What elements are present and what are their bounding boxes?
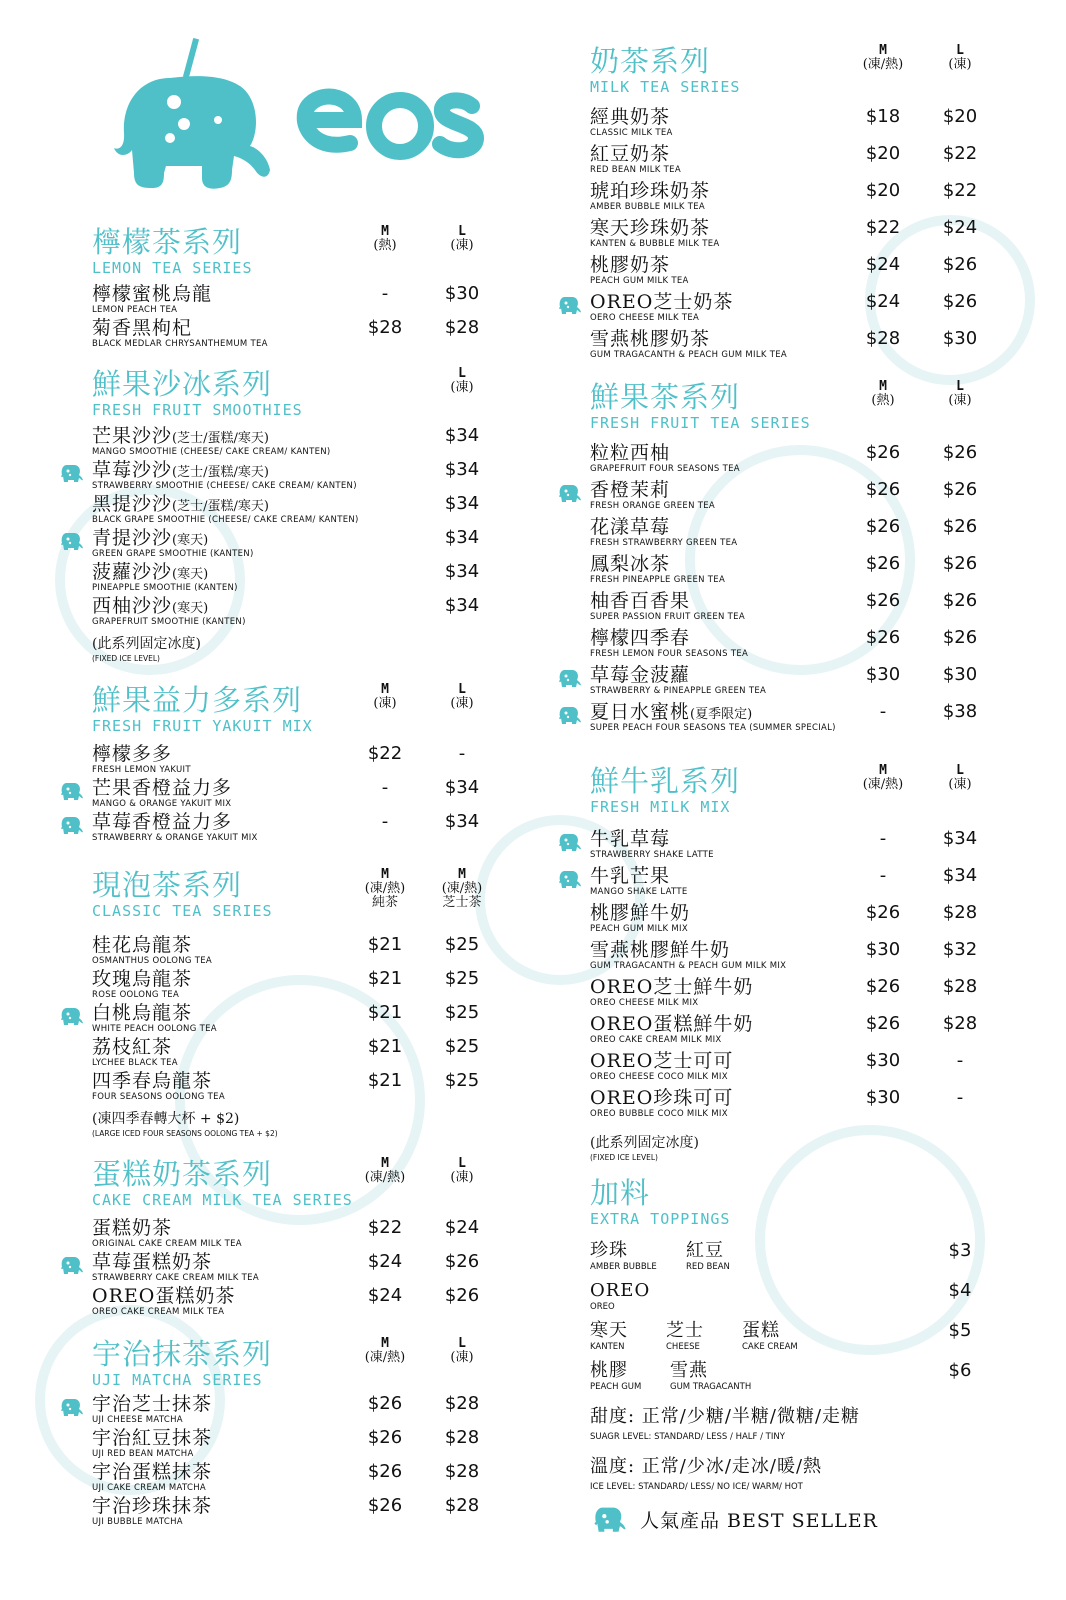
menu-item: 寒天珍珠奶茶 KANTEN & BUBBLE MILK TEA $22 $24 bbox=[590, 217, 1010, 251]
section-subtitle: FRESH FRUIT TEA SERIES bbox=[590, 414, 811, 432]
section-title: 加料 bbox=[590, 1176, 651, 1210]
best-seller-icon bbox=[558, 293, 582, 317]
price-l: $26 bbox=[444, 1251, 480, 1272]
price-l: - bbox=[956, 1050, 964, 1071]
price-l: $26 bbox=[942, 291, 978, 312]
price-m: $24 bbox=[367, 1285, 403, 1306]
price-m: $26 bbox=[865, 479, 901, 500]
menu-item: 經典奶茶 CLASSIC MILK TEA $18 $20 bbox=[590, 106, 1010, 140]
price-m: $22 bbox=[367, 743, 403, 764]
price-m: $21 bbox=[367, 934, 403, 955]
price-m: $20 bbox=[865, 180, 901, 201]
size-header-l: L (凍) bbox=[450, 366, 474, 395]
topping-price: $6 bbox=[948, 1360, 972, 1381]
best-seller-icon bbox=[558, 666, 582, 690]
best-seller-icon bbox=[60, 1395, 84, 1419]
menu-item: 宇治紅豆抹茶 UJI RED BEAN MATCHA $26 $28 bbox=[92, 1427, 512, 1461]
menu-item: 桃膠奶茶 PEACH GUM MILK TEA $24 $26 bbox=[590, 254, 1010, 288]
price-l: $28 bbox=[444, 1427, 480, 1448]
menu-item: 牛乳芒果 MANGO SHAKE LATTE - $34 bbox=[590, 865, 1010, 899]
price-m: $20 bbox=[865, 143, 901, 164]
menu-item: 草莓沙沙(芝士/蛋糕/寒天) STRAWBERRY SMOOTHIE (CHEESE/ CAKE CREAM/ KANTEN) $34 bbox=[92, 459, 512, 493]
price-l: $26 bbox=[942, 553, 978, 574]
topping-price: $5 bbox=[948, 1320, 972, 1341]
section-title: 檸檬茶系列 bbox=[92, 225, 243, 259]
price-m: $26 bbox=[865, 516, 901, 537]
section-title: 蛋糕奶茶系列 bbox=[92, 1157, 273, 1191]
price-m: - bbox=[879, 828, 887, 849]
section-classic-tea bbox=[92, 867, 512, 1138]
menu-item: 花漾草莓 FRESH STRAWBERRY GREEN TEA $26 $26 bbox=[590, 516, 1010, 550]
section-title: 鮮牛乳系列 bbox=[590, 764, 741, 798]
menu-item: 檸檬四季春 FRESH LEMON FOUR SEASONS TEA $26 $26 bbox=[590, 627, 1010, 661]
price-l: $26 bbox=[942, 254, 978, 275]
best-seller-legend bbox=[592, 1500, 892, 1540]
price-m: $30 bbox=[865, 664, 901, 685]
price-l: $38 bbox=[942, 701, 978, 722]
menu-item: 四季春烏龍茶 FOUR SEASONS OOLONG TEA $21 $25 bbox=[92, 1070, 512, 1104]
section-cake-cream bbox=[92, 1156, 512, 1317]
price-l: $25 bbox=[444, 1036, 480, 1057]
price-m: $18 bbox=[865, 106, 901, 127]
menu-item: OREO芝士奶茶 OERO CHEESE MILK TEA $24 $26 bbox=[590, 291, 1010, 325]
size-header-l: L (凍) bbox=[948, 43, 972, 72]
menu-item: 香橙茉莉 FRESH ORANGE GREEN TEA $26 $26 bbox=[590, 479, 1010, 513]
best-seller-label: 人氣產品 BEST SELLER bbox=[640, 1510, 878, 1532]
section-yakult bbox=[92, 682, 512, 843]
price-m: $24 bbox=[865, 291, 901, 312]
best-seller-icon bbox=[60, 1253, 84, 1277]
section-subtitle: LEMON TEA SERIES bbox=[92, 259, 253, 277]
price-l: $28 bbox=[444, 1393, 480, 1414]
section-uji-matcha bbox=[92, 1336, 512, 1527]
menu-item: 芒果香橙益力多 MANGO & ORANGE YAKUIT MIX - $34 bbox=[92, 777, 512, 811]
price-l: $34 bbox=[444, 811, 480, 832]
menu-item: 檸檬蜜桃烏龍 LEMON PEACH TEA - $30 bbox=[92, 283, 512, 317]
section-subtitle: FRESH FRUIT SMOOTHIES bbox=[92, 401, 303, 419]
price-m: $21 bbox=[367, 1002, 403, 1023]
menu-item: 宇治芝士抹茶 UJI CHEESE MATCHA $26 $28 bbox=[92, 1393, 512, 1427]
menu-item: 夏日水蜜桃(夏季限定) SUPER PEACH FOUR SEASONS TEA (SUMMER SPECIAL) - $38 bbox=[590, 701, 1010, 735]
best-seller-icon bbox=[60, 1004, 84, 1028]
price-l: $28 bbox=[942, 902, 978, 923]
size-header-m: M (凍) bbox=[373, 682, 397, 711]
menu-item: 黑提沙沙(芝士/蛋糕/寒天) BLACK GRAPE SMOOTHIE (CHEESE/ CAKE CREAM/ KANTEN) $34 bbox=[92, 493, 512, 527]
price-l: $34 bbox=[444, 493, 480, 514]
price-l: $24 bbox=[942, 217, 978, 238]
price-m: $21 bbox=[367, 968, 403, 989]
price-l: $20 bbox=[942, 106, 978, 127]
best-seller-icon bbox=[60, 813, 84, 837]
price-m: $26 bbox=[367, 1393, 403, 1414]
brand-logo bbox=[110, 38, 490, 198]
price-l: - bbox=[956, 1087, 964, 1108]
price-m: $26 bbox=[367, 1495, 403, 1516]
price-l: $25 bbox=[444, 934, 480, 955]
menu-item: 白桃烏龍茶 WHITE PEACH OOLONG TEA $21 $25 bbox=[92, 1002, 512, 1036]
best-seller-icon bbox=[60, 779, 84, 803]
menu-item: 草莓香橙益力多 STRAWBERRY & ORANGE YAKUIT MIX - $34 bbox=[92, 811, 512, 845]
price-m: $30 bbox=[865, 939, 901, 960]
size-header-m: M (熱) bbox=[373, 224, 397, 253]
price-l: $28 bbox=[942, 976, 978, 997]
price-l: $22 bbox=[942, 143, 978, 164]
topping-row: 桃膠 PEACH GUM 雪燕 GUM TRAGACANTH $6 bbox=[590, 1360, 1010, 1394]
topping-row: 珍珠 AMBER BUBBLE 紅豆 RED BEAN $3 bbox=[590, 1240, 1010, 1274]
section-subtitle: CLASSIC TEA SERIES bbox=[92, 902, 273, 920]
section-title: 現泡茶系列 bbox=[92, 868, 243, 902]
price-l: $30 bbox=[444, 283, 480, 304]
best-seller-icon bbox=[60, 461, 84, 485]
section-title: 鮮果沙冰系列 bbox=[92, 367, 273, 401]
price-l: $34 bbox=[444, 459, 480, 480]
menu-item: OREO芝士鮮牛奶 OREO CHEESE MILK MIX $26 $28 bbox=[590, 976, 1010, 1010]
price-l: $34 bbox=[444, 777, 480, 798]
section-lemon-tea bbox=[92, 224, 512, 349]
menu-item: 青提沙沙(寒天) GREEN GRAPE SMOOTHIE (KANTEN) $34 bbox=[92, 527, 512, 561]
size-header-m: M (凍/熱) bbox=[862, 763, 904, 792]
size-header-l: L (凍) bbox=[450, 1336, 474, 1365]
price-m: $26 bbox=[865, 553, 901, 574]
price-m: $28 bbox=[367, 317, 403, 338]
best-seller-icon bbox=[558, 830, 582, 854]
size-header-l: L (凍) bbox=[948, 379, 972, 408]
price-l: $28 bbox=[444, 317, 480, 338]
price-l: $22 bbox=[942, 180, 978, 201]
price-l: $28 bbox=[444, 1461, 480, 1482]
price-l: $26 bbox=[942, 479, 978, 500]
price-m: $30 bbox=[865, 1087, 901, 1108]
size-header-l: L (凍) bbox=[450, 224, 474, 253]
size-header-m: M (凍/熱) bbox=[862, 43, 904, 72]
price-m: - bbox=[381, 811, 389, 832]
price-m: $21 bbox=[367, 1036, 403, 1057]
price-m: - bbox=[879, 701, 887, 722]
section-note: (凍四季春轉大杯 + $2) (LARGE ICED FOUR SEASONS OOLONG TEA + $2) bbox=[92, 1111, 278, 1138]
menu-item: 西柚沙沙(寒天) GRAPEFRUIT SMOOTHIE (KANTEN) $34 bbox=[92, 595, 512, 629]
price-l: $34 bbox=[942, 828, 978, 849]
price-m: $22 bbox=[865, 217, 901, 238]
size-header-m: M (凍/熱) bbox=[364, 1156, 406, 1185]
menu-item: 紅豆奶茶 RED BEAN MILK TEA $20 $22 bbox=[590, 143, 1010, 177]
section-toppings bbox=[590, 1176, 1010, 1492]
sugar-level: 甜度: 正常/少糖/半糖/微糖/走糖 SUAGR LEVEL: STANDARD/ LESS / HALF / TINY bbox=[590, 1406, 861, 1442]
price-l: $30 bbox=[942, 664, 978, 685]
section-milk-tea bbox=[590, 43, 1010, 360]
section-smoothies bbox=[92, 366, 512, 663]
best-seller-icon bbox=[60, 529, 84, 553]
price-l: - bbox=[458, 743, 466, 764]
price-m: $26 bbox=[865, 1013, 901, 1034]
section-title: 鮮果茶系列 bbox=[590, 380, 741, 414]
menu-item: 玫瑰烏龍茶 ROSE OOLONG TEA $21 $25 bbox=[92, 968, 512, 1002]
section-title: 鮮果益力多系列 bbox=[92, 683, 303, 717]
size-header-l: L (凍) bbox=[948, 763, 972, 792]
topping-price: $3 bbox=[948, 1240, 972, 1261]
section-fresh-milk bbox=[590, 763, 1010, 1162]
menu-item: 草莓蛋糕奶茶 STRAWBERRY CAKE CREAM MILK TEA $24 $26 bbox=[92, 1251, 512, 1285]
topping-price: $4 bbox=[948, 1280, 972, 1301]
menu-item: OREO珍珠可可 OREO BUBBLE COCO MILK MIX $30 - bbox=[590, 1087, 1010, 1121]
price-l: $34 bbox=[444, 595, 480, 616]
price-m: - bbox=[381, 283, 389, 304]
topping-row: 寒天 KANTEN 芝士 CHEESE 蛋糕 CAKE CREAM $5 bbox=[590, 1320, 1010, 1354]
price-m: $26 bbox=[865, 590, 901, 611]
price-l: $26 bbox=[942, 590, 978, 611]
menu-item: 粒粒西柚 GRAPEFRUIT FOUR SEASONS TEA $26 $26 bbox=[590, 442, 1010, 476]
section-fruit-tea bbox=[590, 379, 1010, 733]
menu-item: 雪燕桃膠奶茶 GUM TRAGACANTH & PEACH GUM MILK TEA $28 $30 bbox=[590, 328, 1010, 362]
price-l: $25 bbox=[444, 1002, 480, 1023]
price-m: $26 bbox=[367, 1461, 403, 1482]
price-m: - bbox=[879, 865, 887, 886]
section-subtitle: FRESH FRUIT YAKUIT MIX bbox=[92, 717, 313, 735]
best-seller-icon bbox=[558, 703, 582, 727]
price-l: $34 bbox=[444, 527, 480, 548]
best-seller-icon bbox=[558, 481, 582, 505]
price-m: $28 bbox=[865, 328, 901, 349]
section-title: 奶茶系列 bbox=[590, 44, 711, 78]
price-l: $34 bbox=[444, 561, 480, 582]
menu-item: 草莓金菠蘿 STRAWBERRY & PINEAPPLE GREEN TEA $30 $30 bbox=[590, 664, 1010, 698]
section-subtitle: CAKE CREAM MILK TEA SERIES bbox=[92, 1191, 353, 1209]
size-header-l: L (凍) bbox=[450, 1156, 474, 1185]
price-l: $30 bbox=[942, 328, 978, 349]
price-l: $28 bbox=[942, 1013, 978, 1034]
price-m: $24 bbox=[865, 254, 901, 275]
ice-level: 溫度: 正常/少冰/走冰/暖/熱 ICE LEVEL: STANDARD/ LESS/ NO ICE/ WARM/ HOT bbox=[590, 1456, 823, 1492]
price-m: - bbox=[381, 777, 389, 798]
price-l: $26 bbox=[942, 627, 978, 648]
menu-item: 柚香百香果 SUPER PASSION FRUIT GREEN TEA $26 $26 bbox=[590, 590, 1010, 624]
section-subtitle: MILK TEA SERIES bbox=[590, 78, 741, 96]
price-m: $21 bbox=[367, 1070, 403, 1091]
size-header-m-cheese: M (凍/熱) 芝士茶 bbox=[441, 867, 483, 910]
menu-item: 菠蘿沙沙(寒天) PINEAPPLE SMOOTHIE (KANTEN) $34 bbox=[92, 561, 512, 595]
price-l: $25 bbox=[444, 1070, 480, 1091]
price-m: $30 bbox=[865, 1050, 901, 1071]
menu-item: 琥珀珍珠奶茶 AMBER BUBBLE MILK TEA $20 $22 bbox=[590, 180, 1010, 214]
size-header-m: M (凍/熱) bbox=[364, 1336, 406, 1365]
menu-item: OREO蛋糕奶茶 OREO CAKE CREAM MILK TEA $24 $26 bbox=[92, 1285, 512, 1319]
price-l: $25 bbox=[444, 968, 480, 989]
price-l: $34 bbox=[942, 865, 978, 886]
menu-item: 雪燕桃膠鮮牛奶 GUM TRAGACANTH & PEACH GUM MILK MIX $30 $32 bbox=[590, 939, 1010, 973]
menu-item: OREO芝士可可 OREO CHEESE COCO MILK MIX $30 - bbox=[590, 1050, 1010, 1084]
menu-item: 荔枝紅茶 LYCHEE BLACK TEA $21 $25 bbox=[92, 1036, 512, 1070]
price-m: $22 bbox=[367, 1217, 403, 1238]
price-l: $26 bbox=[942, 442, 978, 463]
menu-item: 蛋糕奶茶 ORIGINAL CAKE CREAM MILK TEA $22 $24 bbox=[92, 1217, 512, 1251]
menu-item: OREO蛋糕鮮牛奶 OREO CAKE CREAM MILK MIX $26 $28 bbox=[590, 1013, 1010, 1047]
price-l: $32 bbox=[942, 939, 978, 960]
best-seller-icon bbox=[558, 867, 582, 891]
price-l: $26 bbox=[942, 516, 978, 537]
size-header-m-pure: M (凍/熱) 純茶 bbox=[364, 867, 406, 910]
price-l: $24 bbox=[444, 1217, 480, 1238]
menu-item: 桃膠鮮牛奶 PEACH GUM MILK MIX $26 $28 bbox=[590, 902, 1010, 936]
best-seller-icon bbox=[592, 1502, 628, 1536]
price-m: $26 bbox=[865, 976, 901, 997]
menu-item: 牛乳草莓 STRAWBERRY SHAKE LATTE - $34 bbox=[590, 828, 1010, 862]
menu-item: 檸檬多多 FRESH LEMON YAKUIT $22 - bbox=[92, 743, 512, 777]
menu-item: 宇治珍珠抹茶 UJI BUBBLE MATCHA $26 $28 bbox=[92, 1495, 512, 1529]
menu-item: 菊香黑枸杞 BLACK MEDLAR CHRYSANTHEMUM TEA $28 $28 bbox=[92, 317, 512, 351]
price-l: $26 bbox=[444, 1285, 480, 1306]
topping-row: OREO OREO $4 bbox=[590, 1280, 1010, 1314]
section-subtitle: UJI MATCHA SERIES bbox=[92, 1371, 263, 1389]
price-m: $26 bbox=[865, 902, 901, 923]
price-m: $24 bbox=[367, 1251, 403, 1272]
price-l: $34 bbox=[444, 425, 480, 446]
menu-item: 宇治蛋糕抹茶 UJI CAKE CREAM MATCHA $26 $28 bbox=[92, 1461, 512, 1495]
menu-item: 鳳梨冰茶 FRESH PINEAPPLE GREEN TEA $26 $26 bbox=[590, 553, 1010, 587]
section-subtitle: EXTRA TOPPINGS bbox=[590, 1210, 731, 1228]
size-header-m: M (熱) bbox=[871, 379, 895, 408]
section-title: 宇治抹茶系列 bbox=[92, 1337, 273, 1371]
menu-item: 芒果沙沙(芝士/蛋糕/寒天) MANGO SMOOTHIE (CHEESE/ CAKE CREAM/ KANTEN) $34 bbox=[92, 425, 512, 459]
price-m: $26 bbox=[367, 1427, 403, 1448]
size-header-l: L (凍) bbox=[450, 682, 474, 711]
section-note: (此系列固定冰度) (FIXED ICE LEVEL) bbox=[92, 636, 201, 663]
price-m: $26 bbox=[865, 442, 901, 463]
section-note: (此系列固定冰度) (FIXED ICE LEVEL) bbox=[590, 1135, 699, 1162]
menu-item: 桂花烏龍茶 OSMANTHUS OOLONG TEA $21 $25 bbox=[92, 934, 512, 968]
price-l: $28 bbox=[444, 1495, 480, 1516]
section-subtitle: FRESH MILK MIX bbox=[590, 798, 731, 816]
price-m: $26 bbox=[865, 627, 901, 648]
